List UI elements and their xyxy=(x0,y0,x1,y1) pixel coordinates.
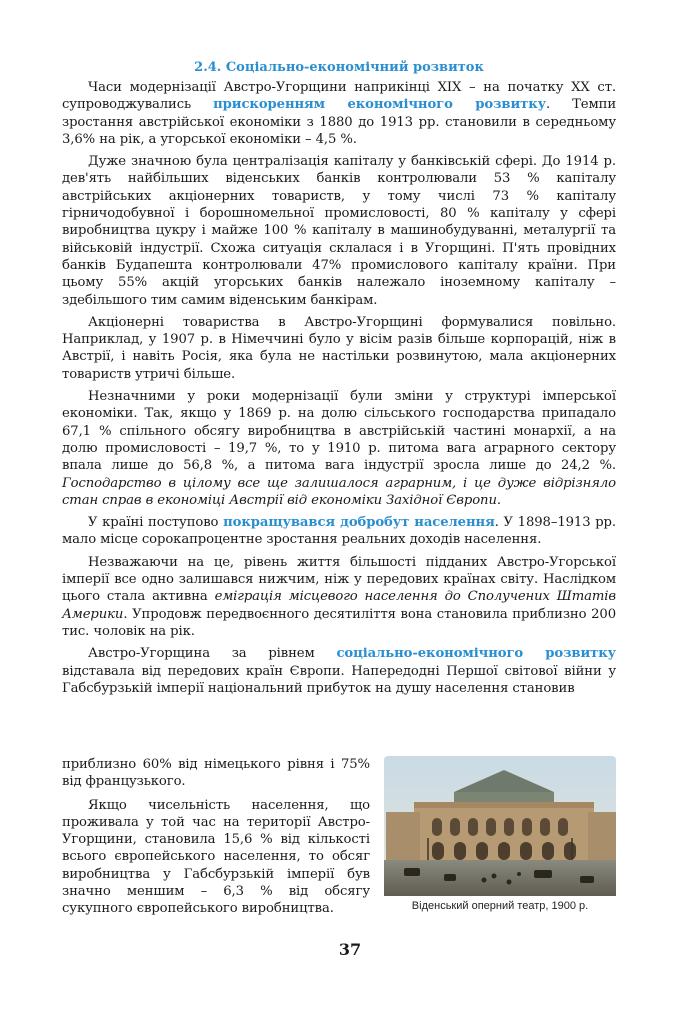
p7-text-b: відставала від передових країн Європи. Напередодні Першої світової війни у Габсбурзькій імперії національний прибуток на душу населення становив xyxy=(62,663,616,696)
p1-text-b: . Темпи зростання австрійської економіки з 1880 до 1913 рр. становили в середньому 3,6% на рік, а угорської економіки – 4,5 %. xyxy=(62,97,617,147)
paragraph-8: Якщо чисельність населення, що проживала у той час на території Австро-Угорщини, становила 15,6 % від кількості всього європейського населення, то обсяг виробництва у Габсбурзькій імперії був значно меншим – 6,3 % від обсягу сукупного європейського виробництва. xyxy=(62,797,370,917)
section-title: 2.4. Соціально-економічний розвиток xyxy=(194,60,484,75)
paragraph-7 xyxy=(62,645,616,697)
page-body xyxy=(62,60,616,697)
paragraph-2: Дуже значною була централізація капіталу у банківській сфері. До 1914 р. дев'ять найбільших віденських банків контролювали 53 % капіталу австрійських акціонерних товариств, у тому числі 73 % капіталу гірничодобувної і борошномельної промисловості, 80 % капіталу у сфері виробництва цукру і майже 100 % капіталу в машинобудуванні, металургії та військовій індустрії. Схожа ситуація склалася і в Угорщині. П'ять провідних банків Будапешта контролювали 47% промислового капіталу країни. При цьому 55% акцій угорських банків належало іноземному капіталу – здебільшого тим самим віденським банкірам. xyxy=(62,154,616,308)
paragraph-3: Акціонерні товариства в Австро-Угорщині формувалися повільно. Наприклад, у 1907 р. в Німеччині було у вісім разів більше корпорацій, ніж в Австрії, і навіть Росія, яка була не настільки розвинутою, мала акціонерних товариств утричі більше. xyxy=(62,314,616,382)
figure-caption: Віденський оперний театр, 1900 р. xyxy=(411,900,589,912)
p4-text-a: Незначними у роки модернізації були зміни у структурі імперської економіки. Так, якщо у 1869 р. на долю сільського господарства припадало 67,1 % спільного обсягу виробництва в австрійській частині монархії, а на долю промисловості – 19,7 %, то у 1910 р. питома вага аграрного сектору впала лише до 56,8 %, а питома вага індустрії зросла лише до 24,2 %. xyxy=(62,389,616,474)
p6-emphasis: еміграція місцевого населення до Сполучених Штатів Америки xyxy=(62,589,617,622)
p1-highlight: прискоренням економічного розвитку xyxy=(213,97,546,113)
p7-highlight: соціально-економічного розвитку xyxy=(336,646,617,662)
p1-text-a: Часи модернізації Австро-Угорщини наприкінці XIX – на початку XX ст. супроводжувались xyxy=(62,80,616,113)
paragraph-6 xyxy=(62,554,616,640)
opera-house-photo xyxy=(384,756,616,924)
opera-house-illustration xyxy=(384,756,616,896)
p7-text-a: Австро-Угорщина за рівнем xyxy=(88,646,337,662)
p5-text-a: У країні поступово xyxy=(88,515,224,531)
p4-emphasis: Господарство в цілому все ще залишалося аграрним, і це дуже відрізняло стан справ в економіці Австрії від економіки Західної Європи. xyxy=(62,475,616,508)
page-number: 37 xyxy=(338,940,362,959)
paragraph-5 xyxy=(62,514,616,549)
p5-text-b: . У 1898–1913 рр. мало місце сорокапроцентне зростання реальних доходів населення. xyxy=(62,515,616,548)
p6-text-b: . Упродовж передвоєнного десятиліття вона становила приблизно 200 тис. чоловік на рік. xyxy=(62,606,616,639)
paragraph-1 xyxy=(62,79,616,148)
left-column xyxy=(62,756,370,918)
paragraph-4 xyxy=(62,388,616,509)
p5-highlight: покращувався добробут населення xyxy=(223,515,495,531)
p6-text-a: Незважаючи на це, рівень життя більшості підданих Австро-Угорської імперії все одно залишався нижчим, ніж у передових країнах світу. Наслідком цього стала активна xyxy=(62,554,616,605)
paragraph-7-continued: приблизно 60% від німецького рівня і 75% від французького. xyxy=(62,757,370,790)
